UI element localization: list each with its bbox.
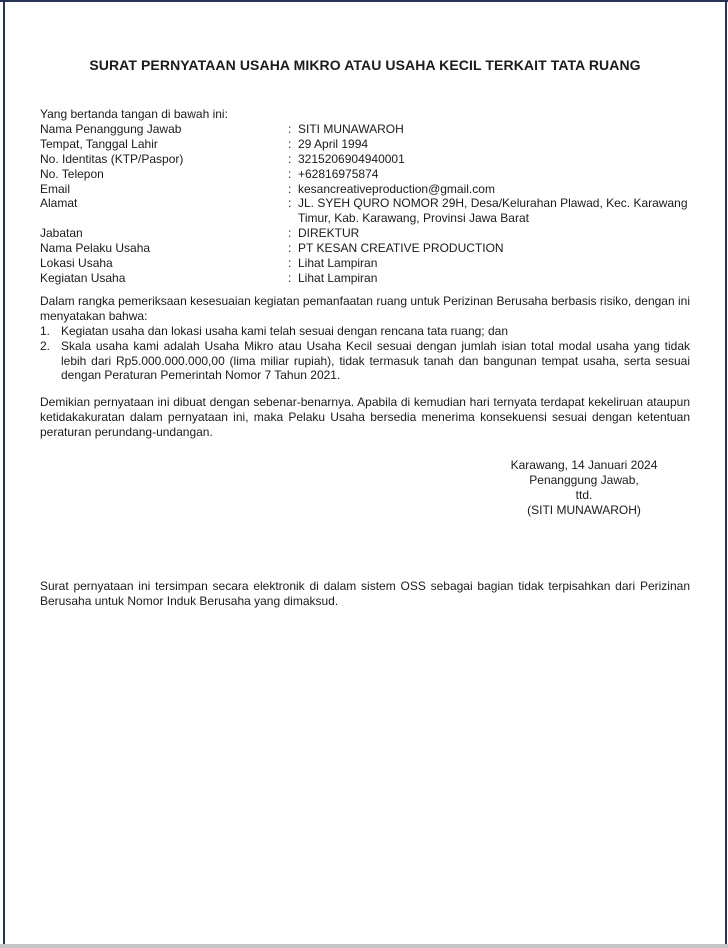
intro-line: Yang bertanda tangan di bawah ini:	[40, 107, 228, 121]
page-border-bottom	[0, 944, 728, 948]
field-value: +62816975874	[298, 166, 379, 181]
field-value: JL. SYEH QURO NOMOR 29H, Desa/Kelurahan Plawad, Kec. Karawang Timur, Kab. Karawang, Provinsi Jawa Barat	[298, 196, 688, 226]
signature-name: (SITI MUNAWAROH)	[527, 502, 641, 517]
statement-text: Kegiatan usaha dan lokasi usaha kami telah sesuai dengan rencana tata ruang; dan	[61, 323, 508, 338]
field-label: Email	[40, 181, 71, 196]
field-label: Jabatan	[40, 226, 83, 241]
field-row-lokasi-usaha	[40, 256, 690, 271]
field-value: 3215206904940001	[298, 151, 405, 166]
field-label: Kegiatan Usaha	[40, 270, 126, 285]
field-colon: :	[288, 181, 292, 196]
field-colon: :	[288, 151, 292, 166]
identity-fields-table	[40, 122, 690, 286]
field-label: Alamat	[40, 196, 78, 211]
signature-role: Penanggung Jawab,	[529, 472, 639, 487]
field-value: 29 April 1994	[298, 136, 369, 151]
page-title: SURAT PERNYATAAN USAHA MIKRO ATAU USAHA KECIL TERKAIT TATA RUANG	[89, 57, 641, 73]
field-row-nama-pelaku-usaha	[40, 241, 690, 256]
field-label: Tempat, Tanggal Lahir	[40, 136, 158, 151]
field-row-no-identitas	[40, 152, 690, 167]
field-row-email	[40, 182, 690, 197]
field-row-tempat-tanggal-lahir	[40, 137, 690, 152]
statement-intro: Dalam rangka pemeriksaan kesesuaian kegiatan pemanfaatan ruang untuk Perizinan Berusaha berbasis risiko, dengan ini menyatakan bahwa:	[40, 293, 690, 323]
field-label: No. Telepon	[40, 166, 104, 181]
field-row-kegiatan-usaha	[40, 271, 690, 286]
statement-number: 2.	[40, 338, 51, 353]
field-colon: :	[288, 226, 292, 241]
signature-place-date: Karawang, 14 Januari 2024	[510, 458, 658, 473]
field-colon: :	[288, 256, 292, 271]
field-colon: :	[288, 136, 292, 151]
field-value: Lihat Lampiran	[298, 270, 378, 285]
field-value: DIREKTUR	[298, 226, 360, 241]
field-label: Nama Penanggung Jawab	[40, 121, 182, 136]
statement-number: 1.	[40, 323, 51, 338]
field-value: Lihat Lampiran	[298, 256, 378, 271]
field-row-no-telepon	[40, 167, 690, 182]
statement-item-2	[40, 339, 690, 384]
signature-block	[478, 458, 690, 518]
field-label: No. Identitas (KTP/Paspor)	[40, 151, 184, 166]
closing-paragraph: Demikian pernyataan ini dibuat dengan sebenar-benarnya. Apabila di kemudian hari ternyata terdapat kekeliruan ataupun ketidakakuratan dalam pernyataan ini, maka Pelaku Usaha bersedia menerima konsekuensi sesuai dengan ketentuan peraturan perundang-undangan.	[40, 395, 690, 440]
footer-note: Surat pernyataan ini tersimpan secara elektronik di dalam sistem OSS sebagai bagian tidak terpisahkan dari Perizinan Berusaha untuk Nomor Induk Berusaha yang dimaksud.	[40, 578, 690, 608]
field-row-nama-penanggung-jawab	[40, 122, 690, 137]
field-colon: :	[288, 270, 292, 285]
field-colon: :	[288, 241, 292, 256]
field-value: PT KESAN CREATIVE PRODUCTION	[298, 241, 504, 256]
field-colon: :	[288, 121, 292, 136]
statement-text: Skala usaha kami adalah Usaha Mikro atau Usaha Kecil sesuai dengan jumlah isian total modal usaha yang tidak lebih dari Rp5.000.000.000,00 (lima miliar rupiah), tidak termasuk tanah dan bangunan tempat usaha, serta sesuai dengan Peraturan Pemerintah Nomor 7 Tahun 2021.	[61, 338, 690, 383]
field-row-alamat	[40, 196, 690, 226]
field-colon: :	[288, 166, 292, 181]
field-value: SITI MUNAWAROH	[298, 121, 404, 136]
field-value: kesancreativeproduction@gmail.com	[298, 181, 495, 196]
statement-list	[40, 324, 690, 384]
field-label: Lokasi Usaha	[40, 256, 113, 271]
field-row-jabatan	[40, 226, 690, 241]
field-label: Nama Pelaku Usaha	[40, 241, 151, 256]
statement-item-1	[40, 324, 690, 339]
signature-ttd: ttd.	[575, 487, 593, 502]
field-colon: :	[288, 196, 292, 211]
